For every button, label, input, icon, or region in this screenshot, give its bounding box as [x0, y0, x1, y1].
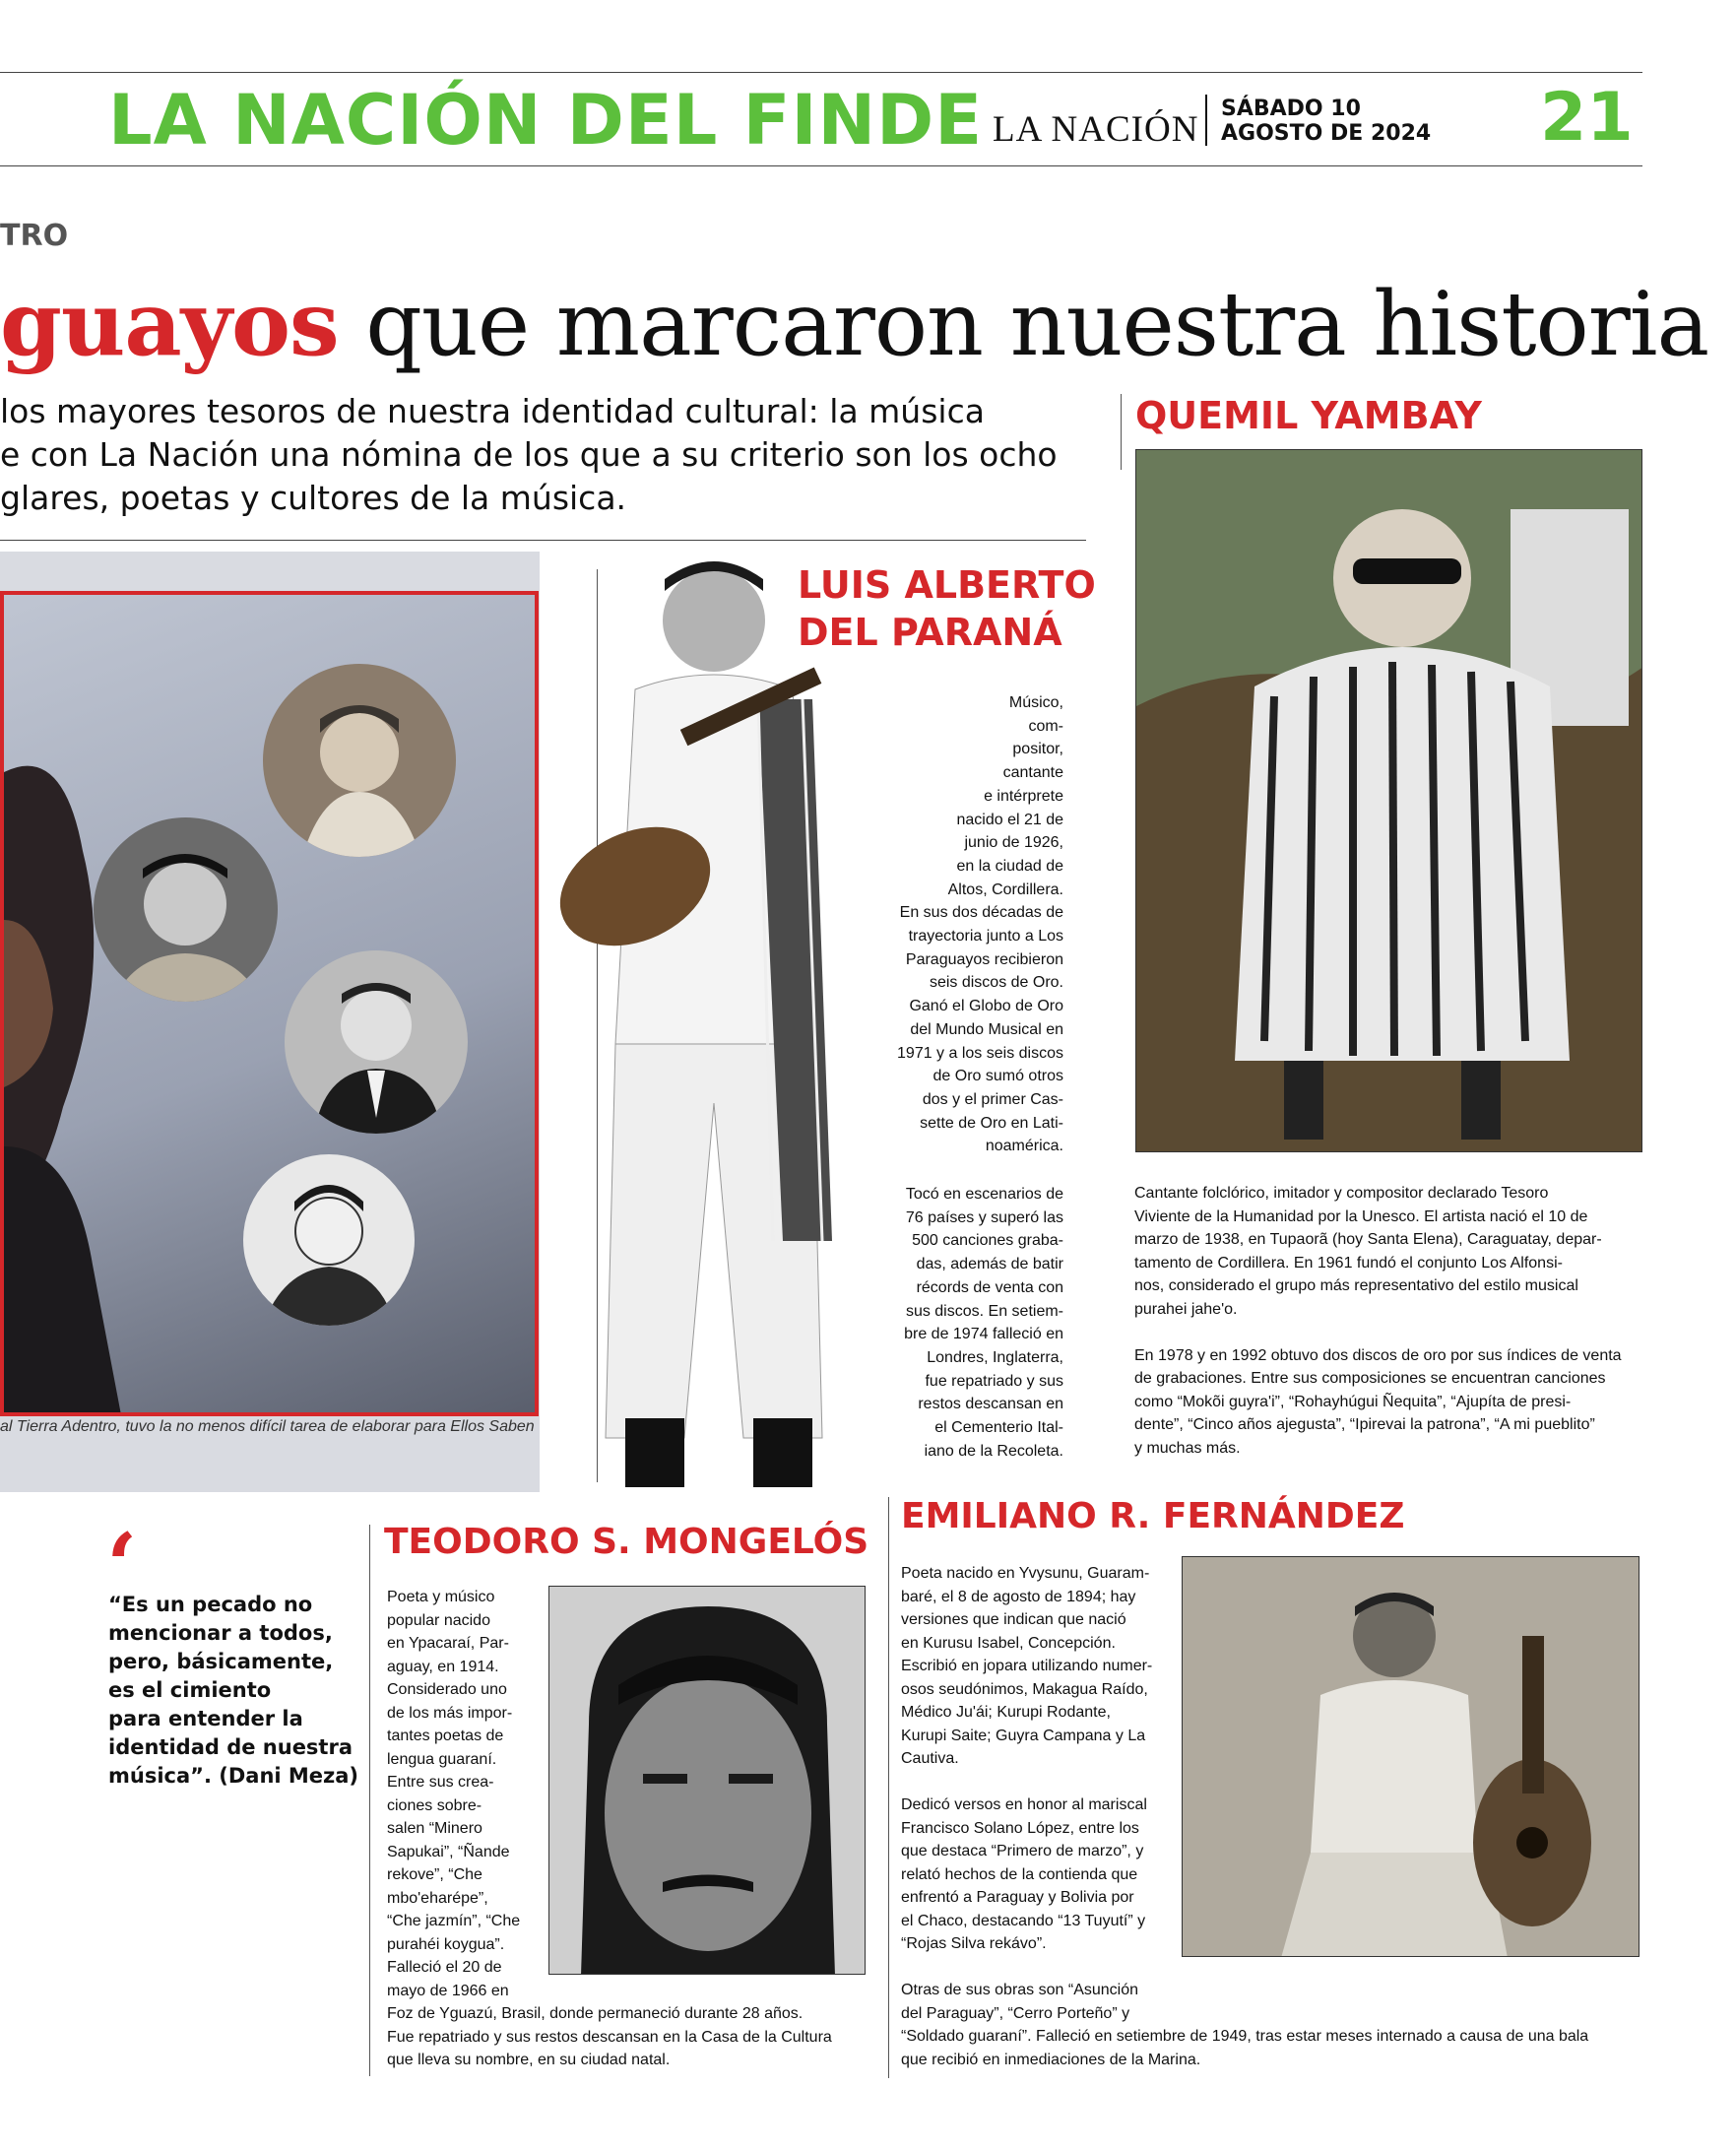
text-line: versiones que indican que nació [901, 1611, 1126, 1628]
text-line: Otras de sus obras son “Asunción [901, 1982, 1139, 1998]
text-line [1134, 1321, 1646, 1344]
text-line: del Paraguay”, “Cerro Porteño” y [901, 2004, 1130, 2022]
text-line: dos y el primer Cas- [922, 1090, 1063, 1108]
text-line: fue repatriado y sus [925, 1372, 1063, 1390]
text-line: En 1978 y en 1992 obtuvo dos discos de oro por sus índices de venta [1134, 1346, 1622, 1364]
quote-line: para entender la [108, 1707, 303, 1730]
text-line: sette de Oro en Lati- [920, 1114, 1063, 1132]
article-deck [0, 390, 1083, 520]
text-line: mayo de 1966 en [387, 1982, 509, 1999]
text-line: Sapukai”, “Ñande [387, 1843, 510, 1860]
text-line: dente”, “Cinco años ajegusta”, “Ipirevai la patrona”, “A mi pueblito” [1134, 1416, 1595, 1433]
text-line: Cantante folclórico, imitador y compositor declarado Tesoro [1134, 1185, 1549, 1202]
text-line: Cautiva. [901, 1750, 959, 1767]
text-line [901, 1956, 1669, 1980]
text-line: ciones sobre- [387, 1796, 482, 1814]
text-line: tantes poetas de [387, 1728, 504, 1744]
emiliano-body [901, 1562, 1669, 2071]
text-line: de grabaciones. Entre sus composiciones se encuentran canciones [1134, 1370, 1606, 1387]
text-line: relató hechos de la contienda que [901, 1865, 1138, 1883]
text-line: nos, considerado el grupo más representativo del estilo musical [1134, 1277, 1578, 1294]
luis-title-line2: DEL PARANÁ [798, 611, 1062, 654]
headline [0, 270, 1708, 379]
text-line: e intérprete [984, 787, 1063, 805]
publication-date [1221, 97, 1431, 146]
text-line: Médico Ju'ái; Kurupi Rodante, [901, 1704, 1111, 1721]
header-top-rule [0, 72, 1642, 73]
text-line: en la ciudad de [956, 857, 1063, 875]
date-day: SÁBADO 10 [1221, 97, 1361, 121]
guitarist-figure-icon [517, 552, 911, 1497]
text-line: tamento de Cordillera. En 1961 fundó el conjunto Los Alfonsi- [1134, 1254, 1563, 1272]
quote-line: “Es un pecado no [108, 1593, 313, 1616]
text-line: aguay, en 1914. [387, 1658, 499, 1675]
text-line: del Mundo Musical en [910, 1020, 1063, 1038]
teodoro-rule [369, 1525, 370, 2076]
text-line: noamérica. [985, 1138, 1063, 1155]
text-line: como “Mokõi guyra'i”, “Rohayhúgui Ñequita”, “Ajupíta de presi- [1134, 1393, 1572, 1410]
quemil-photo [1135, 449, 1642, 1152]
text-line: bre de 1974 falleció en [904, 1326, 1063, 1343]
text-line: osos seudónimos, Makagua Raído, [901, 1680, 1148, 1698]
text-line: de los más impor- [387, 1704, 513, 1722]
paper-logo: LA NACIÓN [993, 109, 1199, 150]
teodoro-body [387, 1586, 879, 2072]
main-collage-photo [0, 591, 539, 1416]
text-line: Poeta nacido en Yvysunu, Guaram- [901, 1565, 1150, 1582]
text-line: Escribió en jopara utilizando numer- [901, 1658, 1153, 1674]
quote-line: identidad de nuestra [108, 1735, 354, 1759]
text-line: junio de 1926, [964, 834, 1063, 852]
text-line: trayectoria junto a Los [908, 928, 1063, 946]
text-line: “Soldado guaraní”. Falleció en setiembre de 1949, tras estar meses internado a causa de una bala [901, 2028, 1589, 2045]
text-line: que lleva su nombre, en su ciudad natal. [387, 2052, 671, 2068]
text-line: que recibió en inmediaciones de la Marina. [901, 2051, 1201, 2068]
text-line: Londres, Inglaterra, [927, 1348, 1063, 1366]
section-title: LA NACIÓN DEL FINDE [108, 80, 984, 161]
text-line: seis discos de Oro. [929, 974, 1063, 992]
text-line: “Che jazmín”, “Che [387, 1913, 521, 1929]
text-line: enfrentó a Paraguay y Bolivia por [901, 1889, 1134, 1906]
portrait-4-icon [243, 1154, 415, 1326]
quote-mark-icon: ‘ [106, 1514, 138, 1618]
text-line: Fue repatriado y sus restos descansan en la Casa de la Cultura [387, 2028, 832, 2046]
text-line: Francisco Solano López, entre los [901, 1819, 1139, 1837]
kicker: TRO [0, 219, 69, 253]
text-line: y muchas más. [1134, 1439, 1241, 1457]
text-line: 1971 y a los seis discos [897, 1044, 1063, 1062]
text-line: 76 países y superó las [905, 1208, 1063, 1226]
text-line: de Oro sumó otros [932, 1068, 1063, 1085]
text-line: cantante [1002, 764, 1063, 782]
luis-body-1 [867, 691, 1063, 1158]
text-line: Viviente de la Humanidad por la Unesco. El artista nació el 10 de [1134, 1207, 1588, 1225]
deck-line: e con La Nación una nómina de los que a su criterio son los ocho [0, 435, 1058, 474]
text-line: rekove”, “Che [387, 1866, 482, 1883]
text-line: Falleció el 20 de [387, 1959, 502, 1976]
teodoro-title: TEODORO S. MONGELÓS [384, 1522, 869, 1562]
quote-line: mencionar a todos, [108, 1621, 333, 1645]
text-line: lengua guaraní. [387, 1750, 497, 1768]
text-line: Ganó el Globo de Oro [909, 998, 1063, 1015]
quemil-body [1134, 1182, 1646, 1460]
text-line: purahéi koygua”. [387, 1935, 505, 1953]
pull-quote [108, 1591, 364, 1791]
text-line: Tocó en escenarios de [905, 1186, 1063, 1203]
text-line: en Ypacaraí, Par- [387, 1635, 509, 1652]
text-line: marzo de 1938, en Tupaorã (hoy Santa Elena), Caraguatay, depar- [1134, 1231, 1602, 1248]
text-line: popular nacido [387, 1611, 490, 1629]
text-line: positor, [1012, 741, 1063, 758]
deck-line: los mayores tesoros de nuestra identidad cultural: la música [0, 392, 985, 430]
logo-divider [1205, 95, 1207, 146]
text-line: sus discos. En setiem- [905, 1302, 1063, 1320]
deck-rule [0, 540, 1086, 541]
luis-alberto-title [798, 561, 1096, 656]
text-line: el Cementerio Ital- [934, 1419, 1063, 1437]
text-line: En sus dos décadas de [899, 904, 1063, 922]
text-line: en Kurusu Isabel, Concepción. [901, 1634, 1116, 1652]
text-line: Entre sus crea- [387, 1774, 494, 1791]
text-line: purahei jahe'o. [1134, 1300, 1238, 1318]
text-line: nacido el 21 de [956, 811, 1063, 828]
quemil-rule [1121, 394, 1122, 470]
text-line: Kurupi Saite; Guyra Campana y La [901, 1727, 1146, 1744]
text-line: Músico, [1008, 694, 1063, 711]
text-line: salen “Minero [387, 1820, 482, 1837]
headline-rest: que marcaron nuestra historia [338, 273, 1709, 376]
portrait-3-icon [285, 950, 468, 1134]
text-line: com- [1028, 717, 1063, 735]
text-line: Altos, Cordillera. [947, 880, 1063, 898]
deck-line: glares, poetas y cultores de la música. [0, 479, 627, 517]
text-line: mbo'eharépe”, [387, 1889, 488, 1907]
text-line: das, además de batir [916, 1256, 1063, 1273]
text-line: restos descansan en [918, 1396, 1063, 1413]
header-bottom-rule [0, 165, 1642, 166]
text-line: récords de venta con [916, 1278, 1063, 1296]
page-number: 21 [1540, 79, 1634, 157]
quote-line: música”. (Dani Meza) [108, 1764, 359, 1788]
text-line [901, 1771, 1669, 1794]
text-line: Poeta y músico [387, 1589, 495, 1605]
quote-line: pero, básicamente, [108, 1650, 334, 1673]
luis-title-line1: LUIS ALBERTO [798, 563, 1096, 607]
luis-body-2 [891, 1183, 1063, 1463]
emiliano-rule [888, 1497, 889, 2078]
text-line: que destaca “Primero de marzo”, y [901, 1843, 1144, 1859]
text-line: el Chaco, destacando “13 Tuyutí” y [901, 1912, 1146, 1929]
date-month-year: AGOSTO DE 2024 [1221, 121, 1432, 146]
text-line: 500 canciones graba- [912, 1232, 1063, 1250]
emiliano-title: EMILIANO R. FERNÁNDEZ [901, 1496, 1405, 1536]
text-line: Considerado uno [387, 1681, 507, 1698]
headline-highlight: guayos [0, 272, 339, 376]
quemil-yambay-title: QUEMIL YAMBAY [1135, 394, 1482, 437]
text-line: Foz de Yguazú, Brasil, donde permaneció durante 28 años. [387, 2005, 804, 2022]
quote-line: es el cimiento [108, 1678, 272, 1702]
text-line: baré, el 8 de agosto de 1894; hay [901, 1588, 1136, 1605]
photo-caption: al Tierra Adentro, tuvo la no menos difícil tarea de elaborar para Ellos Saben [0, 1418, 535, 1435]
portrait-1-icon [263, 664, 456, 857]
text-line: Paraguayos recibieron [905, 950, 1063, 968]
text-line: “Rojas Silva rekávo”. [901, 1935, 1047, 1952]
portrait-2-icon [94, 817, 278, 1002]
text-line: iano de la Recoleta. [924, 1442, 1063, 1460]
performer-photo-icon [1136, 450, 1642, 1152]
text-line: Dedicó versos en honor al mariscal [901, 1796, 1147, 1813]
